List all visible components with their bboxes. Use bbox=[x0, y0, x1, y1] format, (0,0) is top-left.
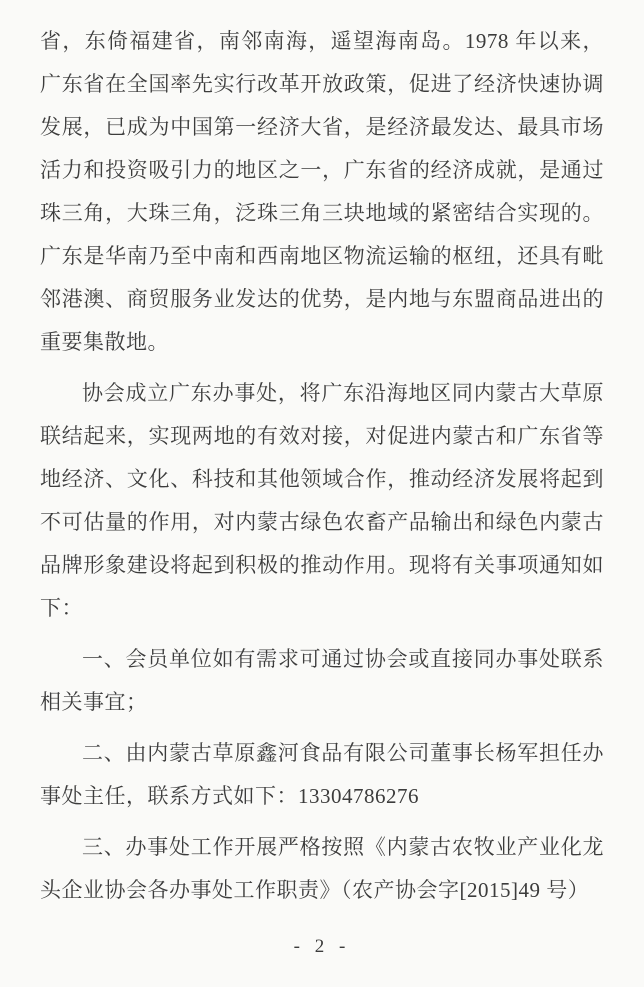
text-body bbox=[40, 0, 604, 912]
paragraph: 协会成立广东办事处，将广东沿海地区同内蒙古大草原联结起来，实现两地的有效对接，对促进内蒙古和广东省等地经济、文化、科技和其他领域合作，推动经济发展将起到不可估量的作用，对内蒙古绿色农畜产品输出和绿色内蒙古品牌形象建设将起到积极的推动作用。现将有关事项通知如下： bbox=[40, 381, 604, 620]
paragraph: 三、办事处工作开展严格按照《内蒙古农牧业产业化龙头企业协会各办事处工作职责》（农产协会字[2015]49 号） bbox=[40, 835, 604, 902]
paragraph: 一、会员单位如有需求可通过协会或直接同办事处联系相关事宜； bbox=[40, 647, 604, 714]
paragraph: 省，东倚福建省，南邻南海，遥望海南岛。1978 年以来，广东省在全国率先实行改革开放政策，促进了经济快速协调发展，已成为中国第一经济大省，是经济最发达、最具市场活力和投资吸引力的地区之一，广东省的经济成就，是通过珠三角，大珠三角，泛珠三角三块地域的紧密结合实现的。广东是华南乃至中南和西南地区物流运输的枢纽，还具有毗邻港澳、商贸服务业发达的优势，是内地与东盟商品进出的重要集散地。 bbox=[40, 29, 604, 354]
paragraph: 二、由内蒙古草原鑫河食品有限公司董事长杨军担任办事处主任，联系方式如下：13304786276 bbox=[40, 741, 604, 808]
page-number: - 2 - bbox=[293, 936, 351, 957]
